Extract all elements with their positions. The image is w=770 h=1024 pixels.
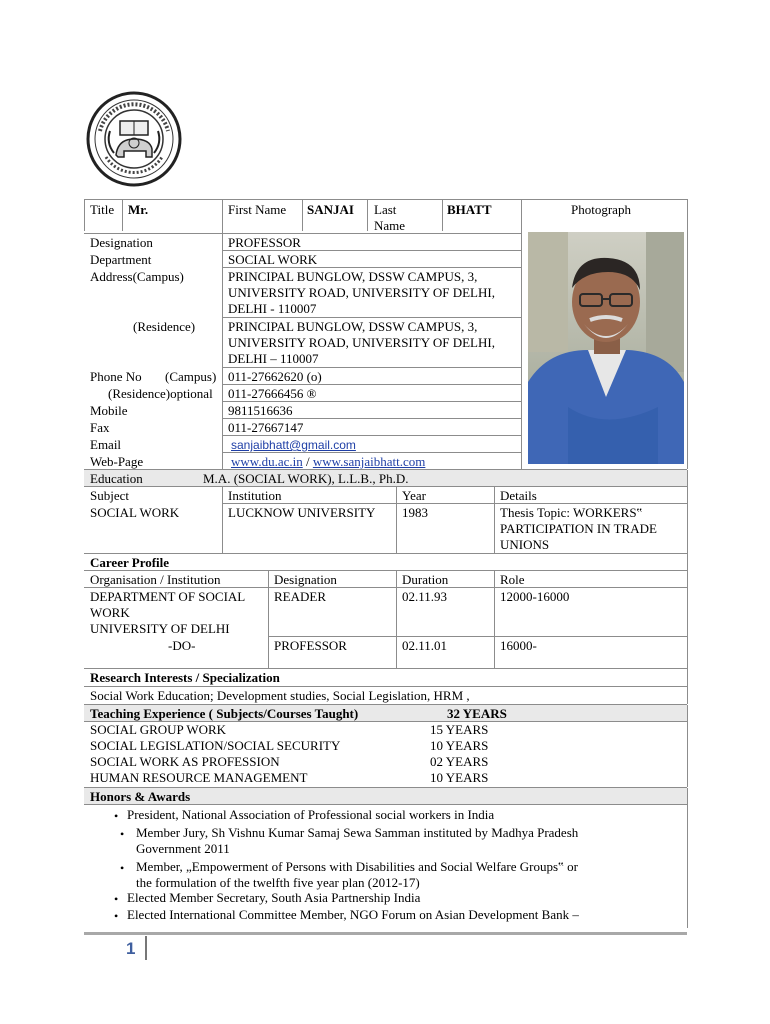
career-header-duration: Duration [402, 572, 449, 587]
education-header-institution: Institution [228, 488, 282, 503]
phone-label: Phone No [90, 369, 142, 384]
university-seal-logo [86, 91, 182, 187]
mobile-label: Mobile [90, 403, 128, 418]
address-campus-line: DELHI - 110007 [228, 301, 317, 316]
designation-value: PROFESSOR [228, 235, 301, 250]
honors-item-line: Elected International Committee Member, NGO Forum on Asian Development Bank – [127, 907, 579, 922]
page-number-divider [145, 936, 147, 960]
title-value: Mr. [128, 202, 149, 217]
bullet-icon: • [120, 827, 125, 841]
bullet-icon: • [114, 909, 119, 923]
education-subject: SOCIAL WORK [90, 505, 180, 520]
education-details-line: Thesis Topic: WORKERS‟ [500, 505, 643, 520]
teaching-years: 15 YEARS [430, 722, 489, 737]
career-role: 16000- [500, 638, 537, 653]
education-header-year: Year [402, 488, 426, 503]
webpage-links [231, 454, 425, 470]
address-campus-label: Address(Campus) [90, 269, 184, 284]
teaching-heading: Teaching Experience ( Subjects/Courses Taught) [90, 706, 359, 721]
profile-photograph [528, 232, 684, 464]
phone-residence-label: (Residence)optional [108, 386, 213, 401]
department-value: SOCIAL WORK [228, 252, 318, 267]
phone-campus-value: 011-27662620 (o) [228, 369, 322, 384]
designation-label: Designation [90, 235, 153, 250]
bullet-icon: • [114, 892, 119, 906]
education-header-subject: Subject [90, 488, 129, 503]
honors-item-line: the formulation of the twelfth five year plan (2012-17) [136, 875, 420, 890]
webpage-label: Web-Page [90, 454, 144, 469]
fax-value: 011-27667147 [228, 420, 304, 435]
photograph-label: Photograph [571, 202, 631, 217]
career-header-designation: Designation [274, 572, 337, 587]
career-org-line: WORK [90, 605, 130, 620]
research-heading: Research Interests / Specialization [90, 670, 280, 685]
education-year: 1983 [402, 505, 428, 520]
teaching-subject: SOCIAL WORK AS PROFESSION [90, 754, 280, 769]
education-value: M.A. (SOCIAL WORK), L.L.B., Ph.D. [203, 471, 409, 486]
address-residence-label: (Residence) [133, 319, 196, 334]
career-org-line: UNIVERSITY OF DELHI [90, 621, 230, 636]
footer-divider [84, 932, 687, 935]
honors-item-line: President, National Association of Professional social workers in India [127, 807, 495, 822]
education-details-line: UNIONS [500, 537, 550, 552]
teaching-subject: HUMAN RESOURCE MANAGEMENT [90, 770, 308, 785]
address-residence-line: PRINCIPAL BUNGLOW, DSSW CAMPUS, 3, [228, 319, 478, 334]
career-role: 12000-16000 [500, 589, 570, 604]
address-campus-line: PRINCIPAL BUNGLOW, DSSW CAMPUS, 3, [228, 269, 478, 284]
last-name-value: BHATT [447, 202, 492, 217]
teaching-subject: SOCIAL GROUP WORK [90, 722, 227, 737]
first-name-value: SANJAI [307, 202, 354, 217]
career-org-line: DEPARTMENT OF SOCIAL [90, 589, 246, 604]
honors-item-line: Member, „Empowerment of Persons with Disabilities and Social Welfare Groups‟ or [136, 859, 578, 874]
address-residence-line: DELHI – 110007 [228, 351, 319, 366]
page-number: 1 [126, 939, 136, 958]
phone-residence-value: 011-27666456 ® [228, 386, 317, 401]
career-designation: PROFESSOR [274, 638, 347, 653]
last-name-label-line2: Name [374, 218, 406, 233]
honors-item-line: Government 2011 [136, 841, 230, 856]
phone-campus-label: (Campus) [165, 369, 217, 384]
teaching-years: 10 YEARS [430, 738, 489, 753]
bullet-icon: • [114, 809, 119, 823]
education-header-details: Details [500, 488, 537, 503]
career-duration: 02.11.01 [402, 638, 448, 653]
teaching-total: 32 YEARS [447, 706, 507, 721]
webpage-link-du[interactable]: www.du.ac.in [231, 454, 303, 469]
webpage-link-personal[interactable]: www.sanjaibhatt.com [312, 454, 426, 469]
education-label: Education [90, 471, 143, 486]
first-name-label: First Name [228, 202, 287, 217]
fax-label: Fax [90, 420, 110, 435]
career-heading: Career Profile [90, 555, 170, 570]
teaching-years: 10 YEARS [430, 770, 489, 785]
last-name-label-line1: Last [374, 202, 397, 217]
bullet-icon: • [120, 861, 125, 875]
honors-item-line: Member Jury, Sh Vishnu Kumar Samaj Sewa Samman instituted by Madhya Pradesh [136, 825, 579, 840]
career-designation: READER [274, 589, 326, 604]
career-duration: 02.11.93 [402, 589, 448, 604]
education-details-line: PARTICIPATION IN TRADE [500, 521, 657, 536]
address-residence-line: UNIVERSITY ROAD, UNIVERSITY OF DELHI, [228, 335, 495, 350]
research-text: Social Work Education; Development studies, Social Legislation, HRM , [90, 688, 470, 703]
title-label: Title [90, 202, 115, 217]
webpage-separator: / [302, 454, 313, 469]
career-header-organisation: Organisation / Institution [90, 572, 221, 587]
department-label: Department [90, 252, 152, 267]
teaching-years: 02 YEARS [430, 754, 489, 769]
mobile-value: 9811516636 [228, 403, 293, 418]
honors-heading: Honors & Awards [90, 789, 191, 804]
teaching-subject: SOCIAL LEGISLATION/SOCIAL SECURITY [90, 738, 341, 753]
honors-item-line: Elected Member Secretary, South Asia Partnership India [127, 890, 421, 905]
career-org-line: -DO- [168, 638, 196, 653]
education-institution: LUCKNOW UNIVERSITY [228, 505, 376, 520]
email-link[interactable]: sanjaibhatt@gmail.com [231, 438, 356, 452]
career-header-role: Role [500, 572, 525, 587]
address-campus-line: UNIVERSITY ROAD, UNIVERSITY OF DELHI, [228, 285, 495, 300]
email-label: Email [90, 437, 122, 452]
